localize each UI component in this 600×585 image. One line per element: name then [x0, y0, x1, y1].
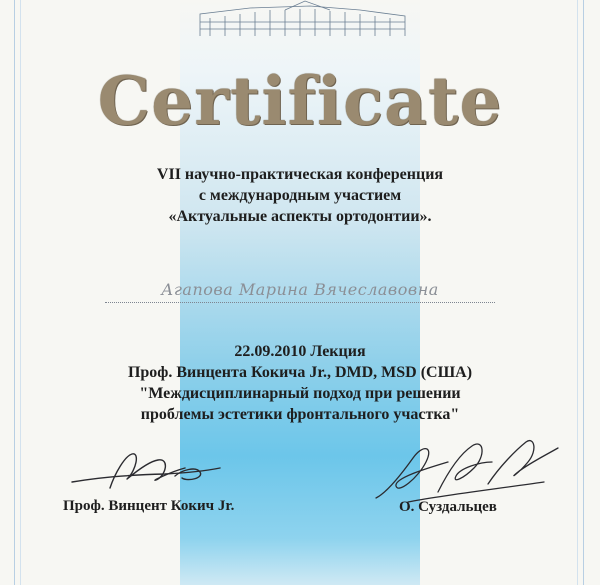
certificate-title: Certificate: [97, 62, 503, 140]
signature-left: [70, 448, 230, 498]
lecture-topic-line-1: "Междисциплинарный подход при решении: [139, 385, 461, 402]
conference-line-1: VII научно-практическая конференция: [156, 166, 444, 183]
recipient-underline: [105, 302, 495, 303]
conference-line-3: «Актуальные аспекты ортодонтии».: [168, 208, 432, 225]
lecture-topic-line-2: проблемы эстетики фронтального участка": [140, 406, 460, 423]
signatory-right-name: О. Суздальцев: [399, 499, 497, 515]
conference-line-2: с международным участием: [198, 187, 402, 204]
lecture-block: [0, 341, 600, 425]
lecture-speaker-line: Проф. Винцента Кокича Jr., DMD, MSD (США): [127, 364, 473, 381]
building-illustration: [190, 0, 420, 38]
recipient-name-handwritten: Агапова Марина Вячеславовна: [161, 280, 439, 299]
lecture-date-line: 22.09.2010 Лекция: [234, 343, 366, 360]
signatory-left-name: Проф. Винцент Кокич Jr.: [63, 498, 235, 514]
conference-block: [0, 164, 600, 227]
recipient-field: [105, 278, 495, 308]
